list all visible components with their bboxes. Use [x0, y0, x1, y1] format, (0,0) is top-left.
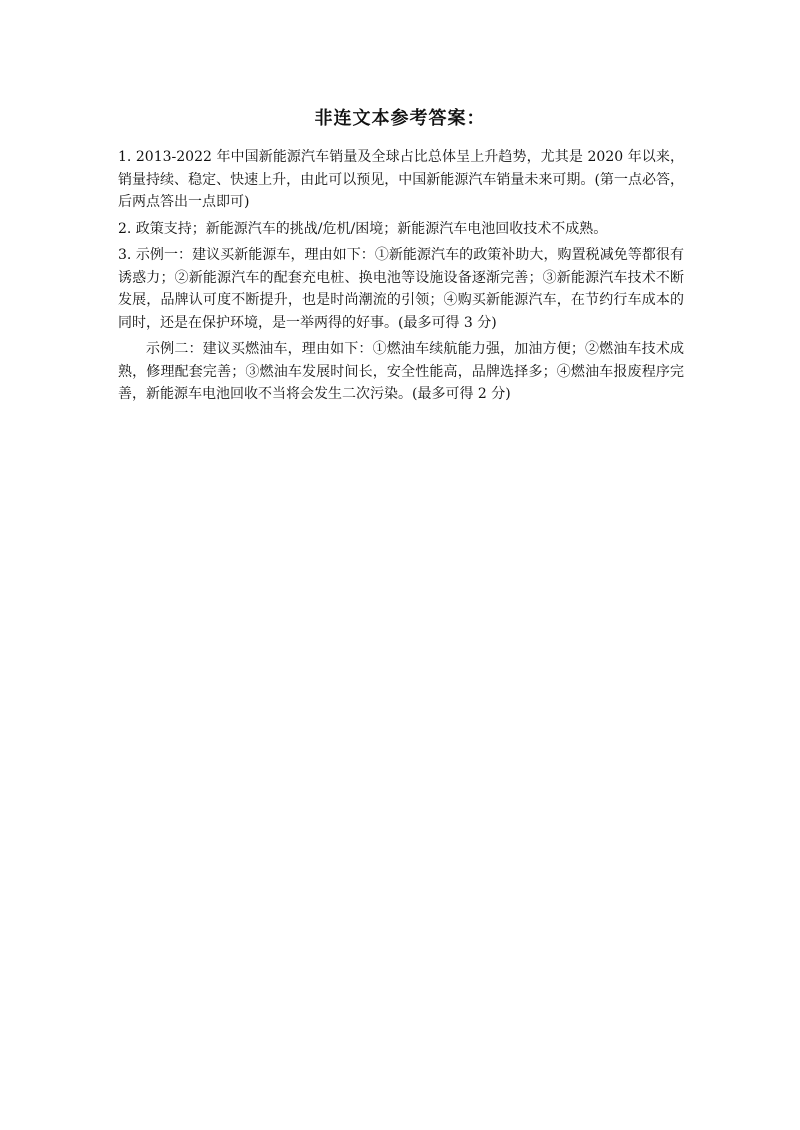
answer-item-2: 2. 政策支持；新能源汽车的挑战/危机/困境；新能源汽车电池回收技术不成熟。	[118, 220, 608, 237]
answer-item-3-example-2: 示例二：建议买燃油车，理由如下：①燃油车续航能力强，加油方便；②燃油车技术成熟，修理配套完善；③燃油车发展时间长，安全性能高，品牌选择多；④燃油车报废程序完善，新能源车电池回收不当将会发生二次污染。(最多可得 2 分)	[118, 341, 684, 402]
answer-item-3-example-1: 3. 示例一：建议买新能源车，理由如下：①新能源汽车的政策补助大，购置税减免等都很有诱惑力；②新能源汽车的配套充电桩、换电池等设施设备逐渐完善；③新能源汽车技术不断发展，品牌认可度不断提升，也是时尚潮流的引领；④购买新能源汽车，在节约行车成本的同时，还是在保护环境，是一举两得的好事。(最多可得 3 分)	[118, 247, 684, 331]
answer-body	[118, 146, 684, 410]
page-title: 非连文本参考答案：	[314, 108, 486, 129]
answer-item-1: 1. 2013-2022 年中国新能源汽车销量及全球占比总体呈上升趋势，尤其是 2020 年以来，销量持续、稳定、快速上升，由此可以预见，中国新能源汽车销量未来可期。(第一点必答，后两点答出一点即可)	[118, 149, 684, 210]
